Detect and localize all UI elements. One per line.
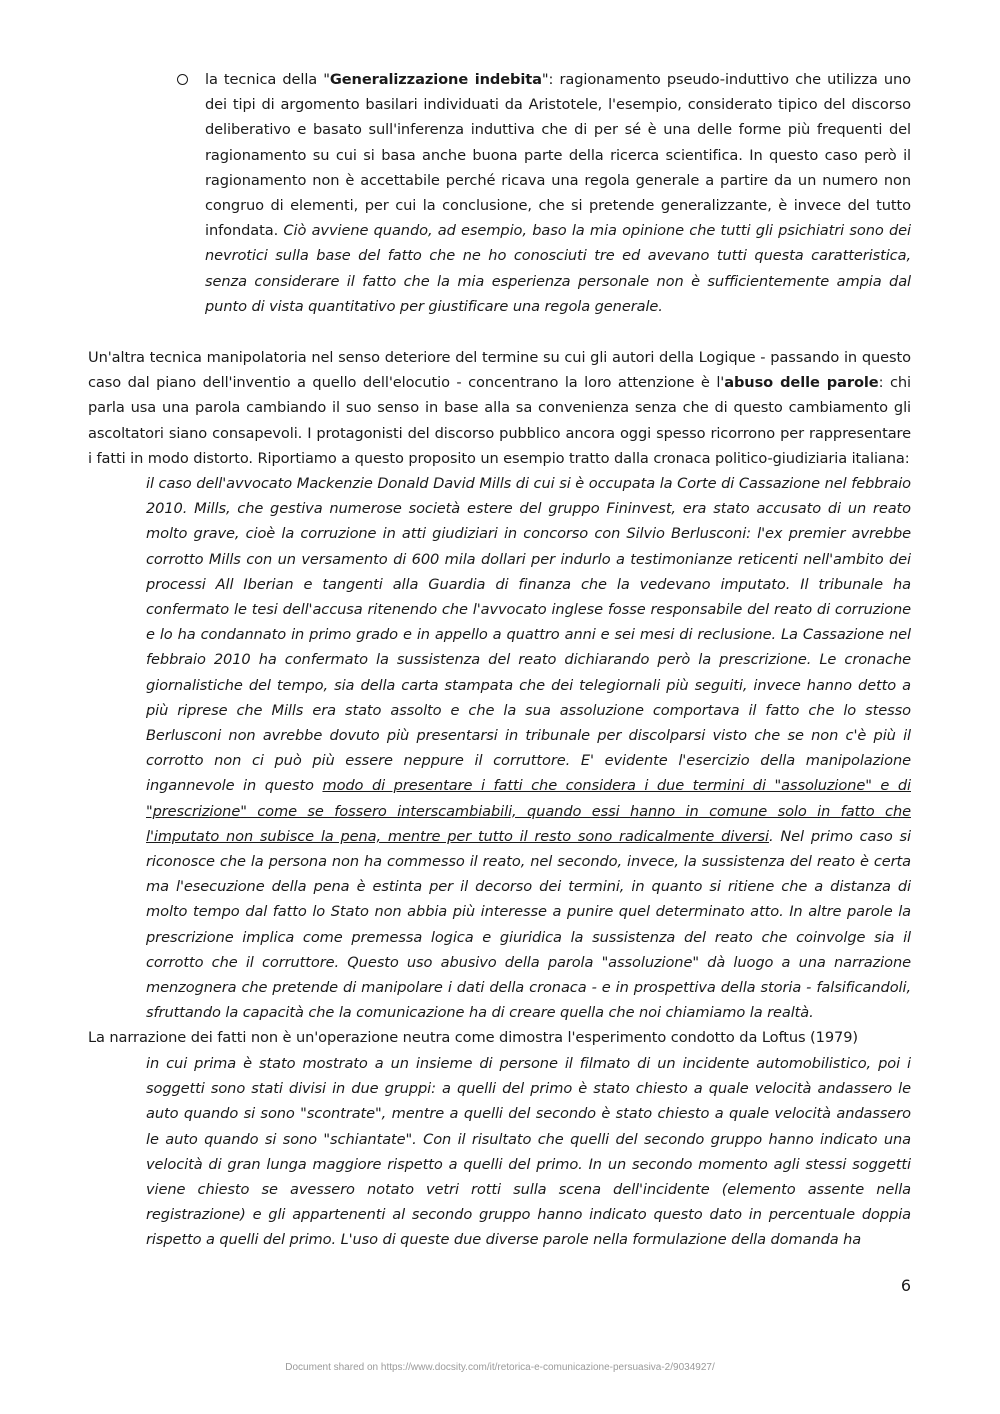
bullet-intro: la tecnica della " [205,71,330,88]
paragraph-loftus: La narrazione dei fatti non è un'operazione neutra come dimostra l'esperimento condotto da Loftus (1979) [88,1029,858,1046]
bullet-term: Generalizzazione indebita [329,71,542,88]
paragraph-abuso-delle-parole [88,345,911,471]
footer-shared-link: Document shared on https://www.docsity.com/it/retorica-e-comunicazione-persuasiva-2/9034927/ [285,1362,715,1373]
quote-loftus-experiment: in cui prima è stato mostrato a un insieme di persone il filmato di un incidente automobilistico, poi i soggetti sono stati divisi in due gruppi: a quelli del primo è stato chiesto a quale velocità andassero le auto quando si sono "scontrate", mentre a quelli del secondo è stato chiesto a quale velocità andassero le auto quando si sono "schiantate". Con il risultato che quelli del secondo gruppo hanno indicato una velocità di gran lunga maggiore rispetto a quelli del primo. In un secondo momento agli stessi soggetti viene chiesto se avessero notato vetri rotti sulla scena dell'incidente (elemento assente nella registrazione) e gli appartenenti al secondo gruppo hanno indicato questo dato in percentuale doppia rispetto a quelli del primo. L'uso di queste due diverse parole nella formulazione della domanda ha [146,1055,911,1249]
bullet-text [205,67,911,319]
bullet-body: ": ragionamento pseudo-induttivo che utilizza uno dei tipi di argomento basilari individuati da Aristotele, l'esempio, considerato tipico del discorso deliberativo e basato sull'inferenza induttiva che di per sé è una delle forme più frequenti del ragionamento su cui si basa anche buona parte della ricerca scientifica. In questo caso però il ragionamento non è accettabile perché ricava una regola generale a partire da un numero non congruo di elementi, per cui la conclusione, che si pretende generalizzante, è invece del tutto infondata. [205,71,911,240]
quote-mills-case [146,471,911,1025]
quote1-underlined: modo di presentare i fatti che considera i due termini di "assoluzione" e di "prescrizione" come se fossero interscambiabili, quando essi hanno in comune solo in fatto che l'imputato non subisce la pena, mentre per tutto il resto sono radicalmente diversi [146,777,911,845]
paragraph2-after: : chi parla usa una parola cambiando il suo senso in base alla sa convenienza senza che di questo cambiamento gli ascoltatori siano consapevoli. I protagonisti del discorso pubblico ancora oggi spesso ricorrono per rappresentare i fatti in modo distorto. Riportiamo a questo proposito un esempio tratto dalla cronaca politico-giudiziaria italiana: [88,374,911,467]
page-number: 6 [900,1276,911,1295]
quote1-after: . Nel primo caso si riconosce che la persona non ha commesso il reato, nel secondo, invece, la sussistenza del reato è certa ma l'esecuzione della pena è estinta per il decorso dei termini, in quanto si ritiene che a distanza di molto tempo dal fatto lo Stato non abbia più interesse a punire quel determinato atto. In altre parole la prescrizione implica come premessa logica e giuridica la sussistenza del reato che coinvolge sia il corrotto che il corruttore. Questo uso abusivo della parola "assoluzione" dà luogo a una narrazione menzognera che pretende di manipolare i dati della cronaca - e in prospettiva della storia - falsificandoli, sfruttando la capacità che la comunicazione ha di creare quella che noi chiamiamo la realtà. [146,827,911,1022]
bullet-list-item [175,67,911,319]
hollow-circle-bullet-icon [175,67,189,92]
paragraph2-term: abuso delle parole [724,374,879,392]
bullet-example: Ciò avviene quando, ad esempio, baso la mia opinione che tutti gli psichiatri sono dei nevrotici sulla base del fatto che ne ho conosciuti tre ed avevano tutti questa caratteristica, senza considerare il fatto che la mia esperienza personale non è sufficientemente ampia dal punto di vista quantitativo per giustificare una regola generale. [205,222,911,315]
paragraph2-before: Un'altra tecnica manipolatoria nel senso deteriore del termine su cui gli autori della Logique - passando in questo caso dal piano dell'inventio a quello dell'elocutio - concentrano la loro attenzione è l' [88,349,911,392]
quote1-before: il caso dell'avvocato Mackenzie Donald David Mills di cui si è occupata la Corte di Cassazione nel febbraio 2010. Mills, che gestiva numerose società estere del gruppo Fininvest, era stato accusato di un reato molto grave, cioè la corruzione in atti giudiziari in concorso con Silvio Berlusconi: l'ex premier avrebbe corrotto Mills con un versamento di 600 mila dollari per indurlo a testimonianze reticenti nell'ambito dei processi All Iberian e tangenti alla Guardia di finanza che la vedevano imputato. Il tribunale ha confermato le tesi dell'accusa ritenendo che l'avvocato inglese fosse responsabile del reato di corruzione e lo ha condannato in primo grado e in appello a quattro anni e sei mesi di reclusione. La Cassazione nel febbraio 2010 ha confermato la sussistenza del reato dichiarando però la prescrizione. Le cronache giornalistiche del tempo, sia della carta stampata che dei telegiornali più seguiti, invece hanno detto a più riprese che Mills era stato assolto e che la sua assoluzione comportava il fatto che lo stesso Berlusconi non avrebbe dovuto più presentarsi in tribunale per discolparsi visto che se non c'è più il corrotto non ci può più essere neppure il corruttore. E' evidente l'esercizio della manipolazione ingannevole in questo [146,475,911,795]
